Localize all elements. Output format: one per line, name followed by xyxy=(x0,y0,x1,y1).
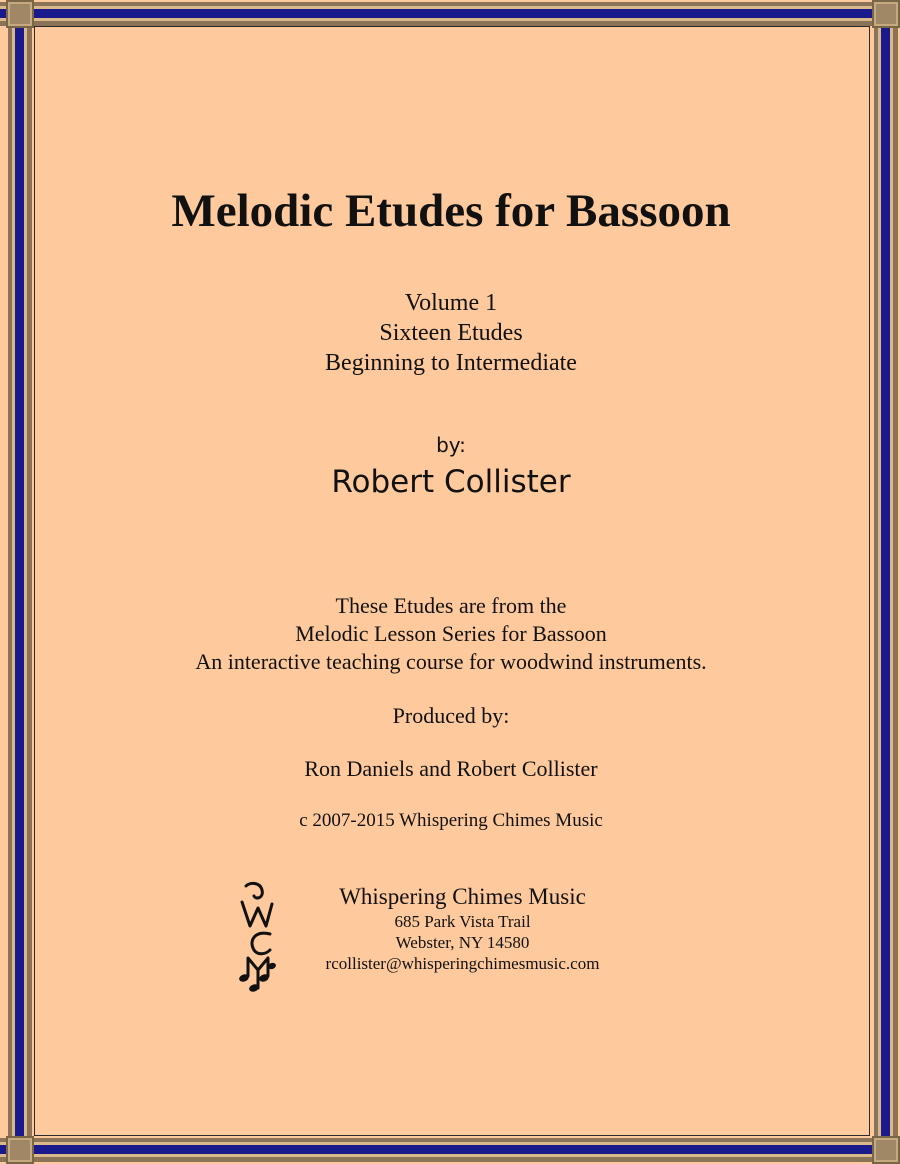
frame-left-bar xyxy=(8,0,32,1164)
produced-by-label: Produced by: xyxy=(392,703,510,728)
frame-corner-bottom-left xyxy=(6,1136,34,1164)
frame-corner-top-right xyxy=(872,0,900,28)
publisher-info xyxy=(300,883,625,974)
description-line-2: Melodic Lesson Series for Bassoon xyxy=(295,621,607,646)
publisher-name: Whispering Chimes Music xyxy=(339,884,586,909)
frame-top-bar xyxy=(0,2,900,26)
description-line-1: These Etudes are from the xyxy=(335,593,567,618)
page-title: Melodic Etudes for Bassoon xyxy=(171,185,731,237)
by-label: by: xyxy=(436,433,466,457)
copyright-notice: c 2007-2015 Whispering Chimes Music xyxy=(299,810,603,831)
description xyxy=(36,592,866,676)
publisher-email: rcollister@whisperingchimesmusic.com xyxy=(325,954,600,973)
volume-number: Volume 1 xyxy=(404,290,498,316)
volume-info xyxy=(36,288,866,378)
author-name: Robert Collister xyxy=(331,464,571,500)
frame-right-bar xyxy=(874,0,898,1164)
description-line-3: An interactive teaching course for woodwind instruments. xyxy=(195,649,707,674)
difficulty-level: Beginning to Intermediate xyxy=(325,350,577,376)
publisher-city: Webster, NY 14580 xyxy=(395,933,530,952)
frame-corner-bottom-right xyxy=(872,1136,900,1164)
frame-corner-top-left xyxy=(6,0,34,28)
music-notes-logo-icon xyxy=(236,878,280,992)
publisher-address: 685 Park Vista Trail xyxy=(394,912,531,931)
etude-count: Sixteen Etudes xyxy=(379,320,523,346)
frame-bottom-bar xyxy=(0,1138,900,1162)
producer-names: Ron Daniels and Robert Collister xyxy=(304,756,598,781)
